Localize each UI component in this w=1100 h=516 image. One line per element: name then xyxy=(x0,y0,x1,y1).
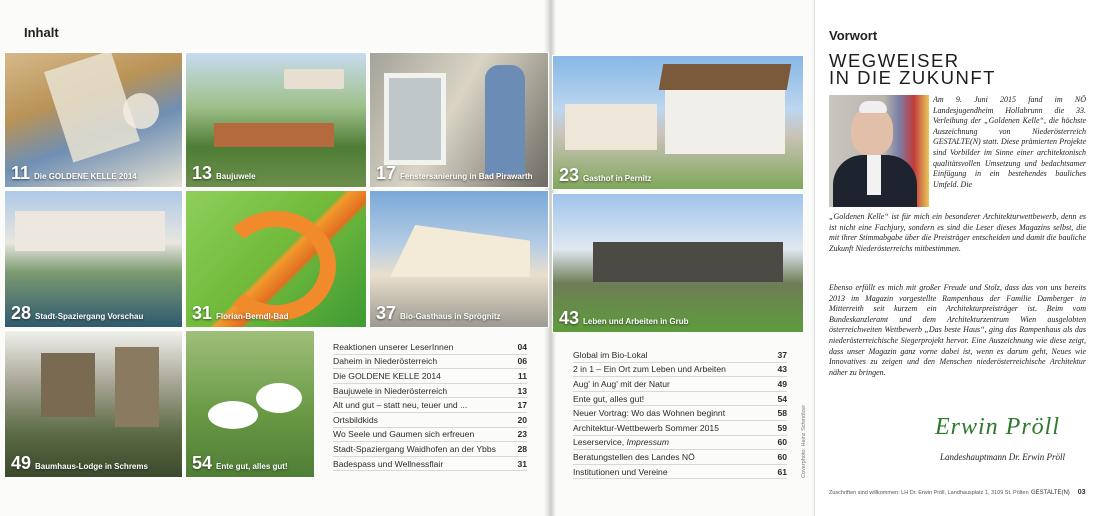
toc-entry-page: 20 xyxy=(517,414,527,425)
folio xyxy=(1031,489,1086,496)
toc-entry-page: 59 xyxy=(777,422,787,433)
toc-entry[interactable] xyxy=(333,428,527,443)
tile-caption xyxy=(11,164,137,182)
tile-florian-berndl-bad[interactable] xyxy=(185,190,367,328)
toc-entry-page: 60 xyxy=(777,451,787,462)
toc-entry-title: Die GOLDENE KELLE 2014 xyxy=(333,370,441,381)
tile-fenstersanierung[interactable] xyxy=(369,52,549,188)
tile-title: Bio-Gasthaus in Sprögnitz xyxy=(400,312,501,321)
toc-entry-title: Stadt-Spaziergang Waidhofen an der Ybbs xyxy=(333,443,496,454)
toc-entry-page: 43 xyxy=(777,364,787,375)
tile-page-number: 11 xyxy=(11,163,31,183)
toc-entry-title: Daheim in Niederösterreich xyxy=(333,356,438,367)
foreword-paragraph-2: Ebenso erfüllt es mich mit großer Freude und Stolz, dass das von uns bereits 2013 im Magazin vorgestellte Rampenhaus der Familie Damberger in Mitterreith seit kurzem ein Architekturpreisträger ist. Beim vom Bundeskanzleramt und dem Architekturzentrum Wien ausgelobten österreichweiten Wettbewerb „Das beste Haus“, ging das Rampenhaus als das niederösterreichische Siegerprojekt hervor. Eine Auszeichnung wie diese zeigt, dass unser Magazin ganz vorne dabei ist, wenn es darum geht, Neues wie Innovatives zu zeigen und den Menschen niederösterreichische Architektur näher zu bringen. xyxy=(829,283,1086,377)
tile-page-number: 54 xyxy=(192,453,213,473)
toc-list-left xyxy=(333,340,527,471)
toc-entry[interactable] xyxy=(333,355,527,370)
duck-1 xyxy=(208,401,258,429)
toc-entry[interactable] xyxy=(573,348,787,363)
portrait-hair xyxy=(859,101,887,113)
photo-credit: Coverphoto: Heinz Schmölzer xyxy=(801,404,807,478)
toc-entry[interactable] xyxy=(573,363,787,378)
toc-entry-page: 54 xyxy=(777,393,787,404)
tile-baujuwele[interactable] xyxy=(185,52,367,188)
toc-entry[interactable] xyxy=(333,369,527,384)
tile-title: Die GOLDENE KELLE 2014 xyxy=(34,172,137,181)
treehouse-2 xyxy=(115,347,159,427)
tile-title: Ente gut, alles gut! xyxy=(216,462,288,471)
toc-entry[interactable] xyxy=(573,465,787,480)
tile-title: Stadt-Spaziergang Vorschau xyxy=(35,312,144,321)
toc-entry-title: Ortsbildkids xyxy=(333,414,378,425)
tile-page-number: 28 xyxy=(11,303,32,323)
tile-title: Baumhaus-Lodge in Schrems xyxy=(35,462,148,471)
signature: Erwin Pröll xyxy=(935,414,1061,440)
section-label-contents: Inhalt xyxy=(24,25,59,40)
toc-entry[interactable] xyxy=(333,340,527,355)
tile-caption xyxy=(192,164,256,182)
toc-entry-page: 31 xyxy=(517,458,527,469)
craftsman-figure xyxy=(485,65,525,175)
foreword-headline xyxy=(829,52,996,86)
tile-page-number: 17 xyxy=(376,163,397,183)
toc-entry-title: Ente gut, alles gut! xyxy=(573,393,645,404)
window-frame xyxy=(384,73,446,165)
toc-entry[interactable] xyxy=(333,457,527,472)
tile-page-number: 37 xyxy=(376,303,397,323)
tile-title: Fenstersanierung in Bad Pirawarth xyxy=(400,172,533,181)
toc-entry-page: 37 xyxy=(777,349,787,360)
folio-brand: GESTALTE(N) xyxy=(1031,490,1070,496)
house-wall xyxy=(665,84,785,154)
toc-entry-title: Architektur-Wettbewerb Sommer 2015 xyxy=(573,422,719,433)
tile-bio-gasthaus[interactable] xyxy=(369,190,549,328)
townscape xyxy=(15,211,165,251)
toc-entry-title: Alt und gut – statt neu, teuer und ... xyxy=(333,400,468,411)
tile-page-number: 13 xyxy=(192,163,213,183)
toc-entry[interactable] xyxy=(573,436,787,451)
toc-entry-title: Reaktionen unserer LeserInnen xyxy=(333,341,454,352)
tile-title: Baujuwele xyxy=(216,172,256,181)
tile-baumhaus-lodge[interactable] xyxy=(4,330,183,478)
toc-entry[interactable] xyxy=(333,413,527,428)
toc-entry[interactable] xyxy=(573,377,787,392)
tile-title: Leben und Arbeiten in Grub xyxy=(583,317,689,326)
foreword-paragraph-intro: Am 9. Juni 2015 fand im NÖ Landesjugendheim Hollabrunn die 33. Verleihung der „Goldenen Kelle“, die höchste Auszeichnung von Niederösterreich GESTALTE(N) statt. Diese prämierten Projekte sind Vorbilder im Sinne einer architektonisch qualitätsvollen Umsetzung und bedachtsamer Einfügung in ein bestehendes bauliches Umfeld. Die xyxy=(933,95,1086,189)
tile-leben-arbeiten[interactable] xyxy=(552,193,804,333)
toc-entry-page: 28 xyxy=(517,443,527,454)
tile-caption xyxy=(11,454,148,472)
building-roof xyxy=(214,123,334,147)
tile-page-number: 31 xyxy=(192,303,213,323)
toc-entry-page: 17 xyxy=(517,400,527,411)
toc-entry-title: Aug' in Aug' mit der Natur xyxy=(573,378,670,389)
gasthaus-building xyxy=(390,225,530,277)
toc-entry-title: Beratungstellen des Landes NÖ xyxy=(573,451,695,462)
tile-title: Florian-Berndl-Bad xyxy=(216,312,289,321)
toc-entry-title: Badespass und Wellnessflair xyxy=(333,458,444,469)
tile-stadt-spaziergang[interactable] xyxy=(4,190,183,328)
section-label-foreword: Vorwort xyxy=(829,28,878,43)
foreword-paragraph-1: „Goldenen Kelle“ ist für mich ein besonderer Architekturwettbewerb, denn es ist nicht eine Fachjury, sondern es sind die Leser dieses Magazins selbst, die mit ihrer Stimmabgabe über die Preisträger entscheiden und damit die bauliche Zukunft Niederösterreichs mitbestimmen. xyxy=(829,212,1086,253)
toc-entry-title: Global im Bio-Lokal xyxy=(573,349,648,360)
headline-line-1: WEGWEISER xyxy=(829,50,960,71)
author-portrait xyxy=(829,95,929,207)
toc-entry-page: 06 xyxy=(517,356,527,367)
toc-entry-title: Neuer Vortrag: Wo das Wohnen beginnt xyxy=(573,408,726,419)
toc-entry-title: Baujuwele in Niederösterreich xyxy=(333,385,448,396)
toc-entry-title xyxy=(573,437,669,447)
toc-entry-page: 13 xyxy=(517,385,527,396)
toc-entry-page: 11 xyxy=(517,370,527,381)
modern-house xyxy=(593,242,783,282)
toc-entry-title: Institutionen und Vereine xyxy=(573,466,668,477)
tile-caption xyxy=(192,454,288,472)
toc-entry[interactable] xyxy=(573,421,787,436)
toc-entry-page: 60 xyxy=(777,437,787,448)
portrait-face xyxy=(851,107,893,155)
toc-entry-page: 23 xyxy=(517,429,527,440)
toc-entry[interactable] xyxy=(333,384,527,399)
tile-page-number: 49 xyxy=(11,453,32,473)
toc-entry[interactable] xyxy=(573,450,787,465)
tile-page-number: 23 xyxy=(559,165,580,185)
portrait-shirt xyxy=(867,155,881,195)
castle-shape xyxy=(284,69,344,89)
headline-line-2: IN DIE ZUKUNFT xyxy=(829,67,996,88)
tile-caption xyxy=(11,304,143,322)
signature-name: Landeshauptmann Dr. Erwin Pröll xyxy=(940,452,1066,462)
toc-entry[interactable] xyxy=(333,398,527,413)
tile-ente[interactable] xyxy=(185,330,315,478)
toc-entry[interactable] xyxy=(573,406,787,421)
tile-caption xyxy=(376,304,500,322)
folio-page-number: 03 xyxy=(1077,489,1086,496)
tile-page-number: 43 xyxy=(559,308,580,328)
toc-entry-page: 61 xyxy=(777,466,787,477)
tile-title: Gasthof in Pernitz xyxy=(583,174,652,183)
light-spot xyxy=(123,93,159,129)
toc-entry-page: 04 xyxy=(517,341,527,352)
footer-note: Zuschriften sind willkommen: LH Dr. Erwin Pröll, Landhausplatz 1, 3109 St. Pölten xyxy=(829,490,1029,496)
toc-entry-title-prefix: Leserservice, xyxy=(573,437,627,448)
toc-entry[interactable] xyxy=(573,392,787,407)
toc-entry-title-italic: Impressum xyxy=(626,437,669,448)
duck-2 xyxy=(256,383,302,413)
treehouse xyxy=(41,353,95,417)
toc-entry-page: 49 xyxy=(777,378,787,389)
tile-caption xyxy=(376,164,533,182)
toc-entry-title: 2 in 1 – Ein Ort zum Leben und Arbeiten xyxy=(573,364,726,375)
tile-caption xyxy=(559,309,689,327)
toc-entry-page: 58 xyxy=(777,408,787,419)
toc-entry-title: Wo Seele und Gaumen sich erfreuen xyxy=(333,429,475,440)
toc-entry[interactable] xyxy=(333,442,527,457)
tile-caption xyxy=(192,304,288,322)
timber-gable xyxy=(659,64,792,90)
tile-gasthof[interactable] xyxy=(552,55,804,190)
tile-caption xyxy=(559,166,651,184)
tile-goldene-kelle[interactable] xyxy=(4,52,183,188)
small-house xyxy=(565,104,657,150)
toc-list-right xyxy=(573,348,787,479)
